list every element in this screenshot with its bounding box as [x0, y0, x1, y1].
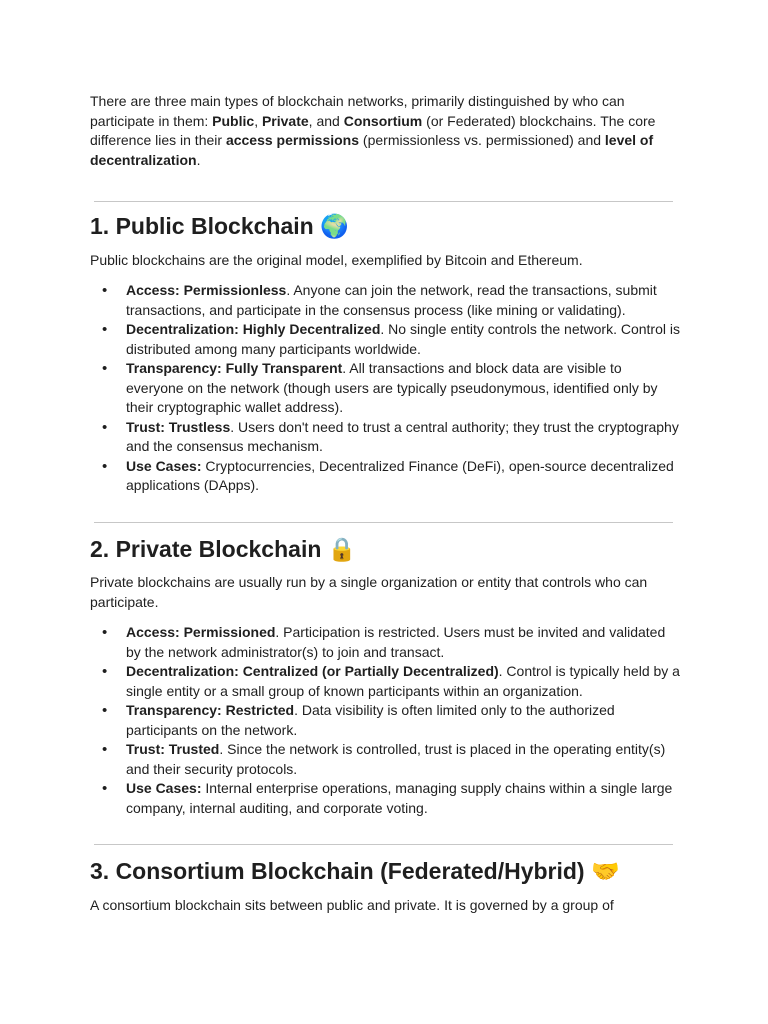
- list-item-key: Access: Permissionless: [126, 282, 287, 298]
- list-item-text: . Participation is restricted. Users must be invited and validated by the network administrator(s) to join and transact.: [126, 624, 666, 660]
- section-lead-consortium: A consortium blockchain sits between public and private. It is governed by a group of: [90, 897, 614, 913]
- section-heading-public: [90, 212, 349, 241]
- list-item-key: Transparency: Fully Transparent: [126, 360, 343, 376]
- section-lead-private: Private blockchains are usually run by a single organization or entity that controls who can participate.: [90, 574, 648, 610]
- handshake-icon: 🤝: [590, 859, 620, 885]
- section-heading-private: [90, 535, 356, 564]
- intro-bold-access-permissions: access permissions: [225, 132, 360, 148]
- section-divider: [94, 844, 673, 845]
- list-item-key: Trust: Trusted: [126, 741, 220, 757]
- list-item-text: . Data visibility is often limited only to the authorized participants on the network.: [126, 702, 615, 738]
- intro-text: (permissionless vs. permissioned) and: [359, 132, 605, 148]
- list-item: [90, 281, 680, 320]
- intro-bold-consortium: Consortium: [343, 112, 423, 129]
- heading-text: 2. Private Blockchain: [90, 536, 322, 562]
- list-item: [90, 701, 680, 740]
- section-lead-public: Public blockchains are the original model, exemplified by Bitcoin and Ethereum.: [90, 252, 583, 268]
- list-item-text: . No single entity controls the network. Control is distributed among many participants worldwide.: [126, 321, 680, 357]
- heading-text: 1. Public Blockchain: [90, 213, 314, 239]
- list-item-key: Use Cases:: [126, 457, 202, 474]
- lock-icon: 🔒: [327, 537, 357, 563]
- intro-text: There are three main types of blockchain networks, primarily distinguished by who can participate in them:: [90, 93, 625, 129]
- bullet-list-private: [90, 623, 680, 818]
- list-item-key: Use Cases:: [126, 780, 202, 796]
- list-item-key: Trust: Trustless: [126, 418, 231, 435]
- list-item: [90, 457, 680, 496]
- list-item-text: Internal enterprise operations, managing supply chains within a single large company, internal auditing, and corporate voting.: [126, 780, 673, 816]
- list-item-key: Decentralization: Highly Decentralized: [126, 321, 381, 337]
- list-item-text: . Users don't need to trust a central authority; they trust the cryptography and the consensus mechanism.: [126, 418, 679, 454]
- intro-paragraph: [90, 92, 680, 170]
- list-item: [90, 418, 680, 457]
- intro-text: .: [196, 151, 201, 168]
- list-item-text: . Anyone can join the network, read the transactions, submit transactions, and participate in the consensus process (like mining or validating).: [126, 282, 657, 318]
- heading-text: 3. Consortium Blockchain (Federated/Hybrid): [90, 858, 585, 884]
- intro-text: , and: [308, 112, 344, 129]
- list-item: [90, 623, 680, 662]
- bullet-list-public: [90, 281, 680, 496]
- list-item-key: Decentralization: Centralized (or Partially Decentralized): [126, 663, 499, 679]
- intro-bold-private: Private: [261, 112, 309, 129]
- list-item-key: Access: Permissioned: [126, 624, 276, 640]
- section-divider: [94, 522, 673, 523]
- list-item: [90, 740, 680, 779]
- list-item-text: . All transactions and block data are visible to everyone on the network (though users are typically pseudonymous, identified only by their cryptographic wallet address).: [126, 360, 658, 415]
- list-item: [90, 359, 680, 418]
- globe-icon: 🌍: [320, 214, 349, 240]
- list-item-text: . Control is typically held by a single entity or a small group of known participants within an organization.: [126, 663, 680, 699]
- list-item-text: . Since the network is controlled, trust is placed in the operating entity(s) and their security protocols.: [126, 741, 666, 777]
- intro-text: ,: [254, 112, 262, 129]
- intro-bold-public: Public: [212, 112, 255, 129]
- section-divider: [94, 201, 673, 202]
- section-heading-consortium: [90, 857, 620, 886]
- intro-bold-level-of-decentralization: level of decentralization: [90, 132, 654, 168]
- list-item: [90, 320, 680, 359]
- list-item: [90, 779, 680, 818]
- list-item: [90, 662, 680, 701]
- list-item-text: Cryptocurrencies, Decentralized Finance (DeFi), open-source decentralized applications (DApps).: [126, 457, 674, 493]
- intro-text: (or Federated) blockchains. The core difference lies in their: [90, 112, 656, 148]
- list-item-key: Transparency: Restricted: [126, 702, 295, 718]
